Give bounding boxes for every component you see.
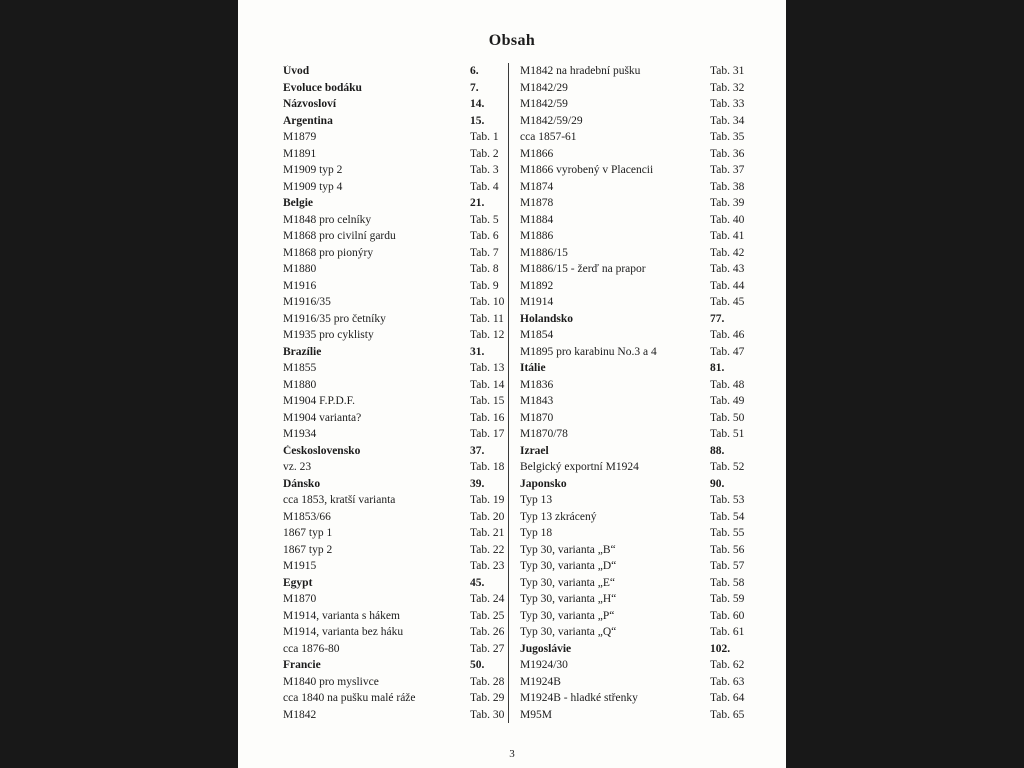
toc-entry-page: 77. <box>710 312 725 325</box>
toc-entry-label: M1886 <box>520 230 554 243</box>
toc-section-row <box>283 657 508 674</box>
page-number: 3 <box>509 748 515 760</box>
toc-section-row <box>283 476 508 493</box>
toc-entry-page: 81. <box>710 362 725 375</box>
toc-entry-page: Tab. 15 <box>470 395 505 408</box>
toc-entry-label: M1880 <box>283 263 317 276</box>
toc-entry-row <box>283 179 508 196</box>
toc-entry-row <box>520 492 778 509</box>
toc-entry-page: Tab. 24 <box>470 593 505 606</box>
toc-entry-row <box>520 162 778 179</box>
toc-entry-row <box>520 707 778 724</box>
toc-entry-page: Tab. 41 <box>710 230 745 243</box>
toc-entry-page: Tab. 65 <box>710 708 745 721</box>
toc-entry-row <box>283 327 508 344</box>
toc-entry-label: M1870 <box>520 411 554 424</box>
toc-entry-label: M1924B - hladké střenky <box>520 692 638 705</box>
toc-entry-row <box>520 657 778 674</box>
toc-entry-row <box>520 96 778 113</box>
toc-entry-label: Izrael <box>520 444 549 457</box>
toc-columns <box>238 63 786 723</box>
toc-entry-label: Typ 13 zkrácený <box>520 510 597 523</box>
toc-entry-row <box>283 459 508 476</box>
toc-entry-page: Tab. 26 <box>470 626 505 639</box>
toc-entry-label: cca 1876-80 <box>283 642 340 655</box>
toc-entry-page: 31. <box>470 345 485 358</box>
toc-entry-label: M1853/66 <box>283 510 331 523</box>
toc-entry-row <box>283 245 508 262</box>
toc-entry-label: M1909 typ 2 <box>283 164 343 177</box>
toc-entry-row <box>520 575 778 592</box>
toc-entry-row <box>520 608 778 625</box>
toc-entry-page: Tab. 30 <box>470 708 505 721</box>
toc-entry-page: Tab. 29 <box>470 692 505 705</box>
toc-entry-label: M1909 typ 4 <box>283 180 343 193</box>
toc-entry-page: 50. <box>470 659 485 672</box>
toc-entry-row <box>283 212 508 229</box>
toc-entry-row <box>520 80 778 97</box>
toc-entry-page: Tab. 31 <box>710 65 745 78</box>
toc-entry-label: M1904 varianta? <box>283 411 362 424</box>
toc-entry-row <box>520 393 778 410</box>
toc-entry-label: cca 1857-61 <box>520 131 577 144</box>
toc-entry-page: 88. <box>710 444 725 457</box>
toc-entry-page: Tab. 51 <box>710 428 745 441</box>
toc-section-row <box>283 63 508 80</box>
document-page <box>238 0 786 768</box>
toc-entry-row <box>520 591 778 608</box>
toc-entry-label: Typ 13 <box>520 494 553 507</box>
toc-entry-page: Tab. 40 <box>710 213 745 226</box>
toc-entry-label: M1892 <box>520 279 554 292</box>
toc-entry-row <box>283 542 508 559</box>
toc-entry-page: 102. <box>710 642 731 655</box>
toc-entry-label: Úvod <box>283 65 310 78</box>
toc-entry-page: Tab. 39 <box>710 197 745 210</box>
toc-entry-page: Tab. 46 <box>710 329 745 342</box>
toc-entry-label: M95M <box>520 708 552 721</box>
toc-entry-page: Tab. 64 <box>710 692 745 705</box>
toc-entry-label: Belgie <box>283 197 314 210</box>
toc-entry-label: M1935 pro cyklisty <box>283 329 374 342</box>
toc-entry-page: Tab. 43 <box>710 263 745 276</box>
toc-entry-row <box>520 228 778 245</box>
toc-entry-label: Názvosloví <box>283 98 337 111</box>
toc-section-row <box>520 476 778 493</box>
toc-entry-row <box>283 360 508 377</box>
toc-entry-page: Tab. 34 <box>710 114 745 127</box>
toc-entry-page: Tab. 13 <box>470 362 505 375</box>
toc-entry-label: M1842/59/29 <box>520 114 583 127</box>
toc-entry-page: Tab. 63 <box>710 675 745 688</box>
toc-entry-label: M1840 pro myslivce <box>283 675 379 688</box>
toc-entry-label: cca 1840 na pušku malé ráže <box>283 692 416 705</box>
toc-entry-row <box>520 129 778 146</box>
toc-entry-page: 7. <box>470 81 479 94</box>
toc-entry-page: Tab. 55 <box>710 527 745 540</box>
toc-entry-page: Tab. 12 <box>470 329 505 342</box>
toc-entry-label: M1874 <box>520 180 554 193</box>
toc-entry-label: 1867 typ 1 <box>283 527 333 540</box>
toc-entry-row <box>283 393 508 410</box>
toc-entry-label: M1855 <box>283 362 317 375</box>
toc-entry-row <box>283 509 508 526</box>
toc-entry-page: Tab. 6 <box>470 230 499 243</box>
toc-entry-page: Tab. 8 <box>470 263 499 276</box>
toc-entry-label: Evoluce bodáku <box>283 81 362 94</box>
toc-entry-page: Tab. 28 <box>470 675 505 688</box>
toc-entry-row <box>283 278 508 295</box>
toc-entry-label: M1915 <box>283 560 317 573</box>
toc-entry-label: M1854 <box>520 329 554 342</box>
toc-entry-row <box>520 261 778 278</box>
toc-entry-page: Tab. 4 <box>470 180 499 193</box>
toc-entry-label: M1914, varianta s hákem <box>283 609 400 622</box>
toc-entry-row <box>283 492 508 509</box>
toc-entry-label: M1868 pro pionýry <box>283 246 374 259</box>
toc-entry-row <box>520 558 778 575</box>
toc-entry-page: Tab. 19 <box>470 494 505 507</box>
toc-entry-label: M1842/29 <box>520 81 568 94</box>
toc-section-row <box>283 344 508 361</box>
toc-entry-label: M1870/78 <box>520 428 568 441</box>
toc-entry-label: M1866 <box>520 147 554 160</box>
toc-entry-row <box>520 212 778 229</box>
toc-entry-row <box>283 641 508 658</box>
toc-entry-row <box>520 63 778 80</box>
toc-entry-row <box>283 558 508 575</box>
toc-entry-label: Dánsko <box>283 477 321 490</box>
toc-entry-page: Tab. 9 <box>470 279 499 292</box>
toc-entry-page: Tab. 48 <box>710 378 745 391</box>
toc-entry-row <box>520 459 778 476</box>
toc-entry-page: Tab. 22 <box>470 543 505 556</box>
toc-entry-page: 6. <box>470 65 479 78</box>
toc-entry-page: Tab. 11 <box>470 312 504 325</box>
toc-entry-label: Egypt <box>283 576 313 589</box>
toc-entry-page: Tab. 50 <box>710 411 745 424</box>
toc-entry-label: cca 1853, kratší varianta <box>283 494 396 507</box>
toc-entry-row <box>520 245 778 262</box>
toc-section-row <box>520 443 778 460</box>
toc-entry-page: Tab. 52 <box>710 461 745 474</box>
toc-entry-label: M1924B <box>520 675 561 688</box>
toc-section-row <box>520 360 778 377</box>
toc-entry-label: M1916 <box>283 279 317 292</box>
toc-entry-row <box>520 278 778 295</box>
toc-entry-page: Tab. 33 <box>710 98 745 111</box>
toc-entry-label: Typ 30, varianta „D“ <box>520 560 617 573</box>
toc-entry-row <box>520 690 778 707</box>
toc-entry-label: M1914 <box>520 296 554 309</box>
toc-entry-label: M1924/30 <box>520 659 568 672</box>
toc-entry-label: M1866 vyrobený v Placencii <box>520 164 654 177</box>
toc-entry-page: 14. <box>470 98 485 111</box>
toc-entry-label: Argentina <box>283 114 333 127</box>
toc-entry-page: Tab. 61 <box>710 626 745 639</box>
toc-entry-label: Japonsko <box>520 477 567 490</box>
toc-entry-label: Typ 30, varianta „B“ <box>520 543 616 556</box>
toc-entry-page: Tab. 59 <box>710 593 745 606</box>
toc-entry-page: 45. <box>470 576 485 589</box>
toc-entry-row <box>520 509 778 526</box>
toc-entry-label: M1842/59 <box>520 98 568 111</box>
toc-entry-label: Belgický exportní M1924 <box>520 461 639 474</box>
toc-entry-page: Tab. 58 <box>710 576 745 589</box>
toc-section-row <box>283 113 508 130</box>
toc-entry-row <box>283 146 508 163</box>
toc-entry-label: M1848 pro celníky <box>283 213 372 226</box>
toc-entry-label: M1842 <box>283 708 317 721</box>
toc-entry-label: Itálie <box>520 362 546 375</box>
toc-entry-page: Tab. 25 <box>470 609 505 622</box>
toc-entry-label: M1895 pro karabinu No.3 a 4 <box>520 345 657 358</box>
toc-entry-page: Tab. 38 <box>710 180 745 193</box>
toc-section-row <box>520 311 778 328</box>
toc-entry-page: Tab. 16 <box>470 411 505 424</box>
toc-entry-page: Tab. 17 <box>470 428 505 441</box>
toc-section-row <box>520 641 778 658</box>
toc-entry-label: Francie <box>283 659 321 672</box>
toc-entry-row <box>283 162 508 179</box>
toc-entry-label: Typ 30, varianta „H“ <box>520 593 617 606</box>
toc-entry-page: Tab. 27 <box>470 642 505 655</box>
toc-entry-row <box>520 542 778 559</box>
toc-entry-page: Tab. 5 <box>470 213 499 226</box>
column-divider <box>508 63 509 723</box>
toc-entry-label: Holandsko <box>520 312 574 325</box>
toc-entry-label: Typ 30, varianta „Q“ <box>520 626 617 639</box>
toc-entry-page: Tab. 35 <box>710 131 745 144</box>
toc-entry-page: Tab. 62 <box>710 659 745 672</box>
toc-column-left <box>283 63 508 723</box>
toc-entry-page: Tab. 45 <box>710 296 745 309</box>
toc-entry-label: M1916/35 pro četníky <box>283 312 386 325</box>
toc-entry-row <box>283 377 508 394</box>
toc-entry-label: M1884 <box>520 213 554 226</box>
toc-entry-row <box>283 674 508 691</box>
toc-entry-page: 15. <box>470 114 485 127</box>
toc-entry-page: Tab. 57 <box>710 560 745 573</box>
toc-entry-label: M1886/15 - žerď na prapor <box>520 263 646 276</box>
toc-entry-row <box>283 690 508 707</box>
toc-entry-label: M1916/35 <box>283 296 331 309</box>
toc-entry-label: M1878 <box>520 197 554 210</box>
toc-entry-row <box>520 525 778 542</box>
toc-section-row <box>283 80 508 97</box>
toc-entry-label: M1880 <box>283 378 317 391</box>
toc-entry-page: Tab. 3 <box>470 164 499 177</box>
toc-entry-label: Typ 18 <box>520 527 553 540</box>
toc-entry-row <box>520 294 778 311</box>
toc-entry-page: Tab. 10 <box>470 296 505 309</box>
toc-entry-label: Jugoslávie <box>520 642 572 655</box>
toc-entry-row <box>283 624 508 641</box>
toc-section-row <box>283 443 508 460</box>
toc-entry-label: M1886/15 <box>520 246 568 259</box>
toc-entry-row <box>520 377 778 394</box>
toc-entry-label: M1904 F.P.D.F. <box>283 395 355 408</box>
toc-column-right <box>520 63 778 723</box>
toc-entry-row <box>520 195 778 212</box>
toc-entry-label: Brazílie <box>283 345 322 358</box>
toc-entry-page: Tab. 1 <box>470 131 499 144</box>
toc-entry-page: Tab. 49 <box>710 395 745 408</box>
toc-entry-page: Tab. 47 <box>710 345 745 358</box>
toc-entry-page: 90. <box>710 477 725 490</box>
toc-entry-page: Tab. 60 <box>710 609 745 622</box>
toc-entry-row <box>283 410 508 427</box>
toc-entry-page: 37. <box>470 444 485 457</box>
toc-entry-page: Tab. 23 <box>470 560 505 573</box>
toc-entry-row <box>520 624 778 641</box>
toc-entry-page: Tab. 56 <box>710 543 745 556</box>
toc-entry-row <box>283 228 508 245</box>
toc-entry-page: Tab. 36 <box>710 147 745 160</box>
toc-entry-page: Tab. 18 <box>470 461 505 474</box>
toc-entry-row <box>520 179 778 196</box>
toc-entry-label: M1879 <box>283 131 317 144</box>
toc-entry-page: Tab. 32 <box>710 81 745 94</box>
toc-section-row <box>283 96 508 113</box>
toc-section-row <box>283 575 508 592</box>
toc-entry-row <box>520 327 778 344</box>
toc-entry-page: Tab. 54 <box>710 510 745 523</box>
toc-entry-page: Tab. 42 <box>710 246 745 259</box>
toc-entry-label: M1868 pro civilní gardu <box>283 230 396 243</box>
toc-entry-page: Tab. 21 <box>470 527 505 540</box>
toc-entry-row <box>283 707 508 724</box>
toc-entry-row <box>520 146 778 163</box>
toc-entry-label: M1870 <box>283 593 317 606</box>
toc-entry-row <box>520 344 778 361</box>
toc-entry-label: Typ 30, varianta „E“ <box>520 576 615 589</box>
toc-entry-row <box>520 426 778 443</box>
toc-entry-page: Tab. 37 <box>710 164 745 177</box>
toc-entry-label: M1891 <box>283 147 317 160</box>
toc-entry-label: M1914, varianta bez háku <box>283 626 404 639</box>
page-title: Obsah <box>488 32 536 49</box>
toc-entry-row <box>283 261 508 278</box>
toc-entry-row <box>283 608 508 625</box>
toc-entry-row <box>520 410 778 427</box>
toc-entry-label: Typ 30, varianta „P“ <box>520 609 615 622</box>
toc-entry-page: Tab. 44 <box>710 279 745 292</box>
toc-entry-row <box>283 525 508 542</box>
toc-entry-label: 1867 typ 2 <box>283 543 333 556</box>
toc-entry-page: Tab. 2 <box>470 147 499 160</box>
toc-entry-page: 21. <box>470 197 485 210</box>
toc-entry-page: Tab. 20 <box>470 510 505 523</box>
toc-entry-label: M1934 <box>283 428 317 441</box>
toc-entry-page: Tab. 14 <box>470 378 505 391</box>
toc-entry-label: M1836 <box>520 378 554 391</box>
toc-entry-row <box>283 426 508 443</box>
toc-entry-page: 39. <box>470 477 485 490</box>
toc-entry-row <box>520 113 778 130</box>
toc-entry-label: M1842 na hradební pušku <box>520 65 641 78</box>
toc-entry-page: Tab. 7 <box>470 246 499 259</box>
toc-entry-page: Tab. 53 <box>710 494 745 507</box>
toc-entry-row <box>283 129 508 146</box>
toc-section-row <box>283 195 508 212</box>
toc-entry-label: M1843 <box>520 395 554 408</box>
toc-entry-row <box>283 294 508 311</box>
toc-entry-label: Československo <box>283 444 361 457</box>
toc-entry-row <box>520 674 778 691</box>
toc-entry-row <box>283 311 508 328</box>
toc-entry-row <box>283 591 508 608</box>
toc-entry-label: vz. 23 <box>283 461 312 474</box>
